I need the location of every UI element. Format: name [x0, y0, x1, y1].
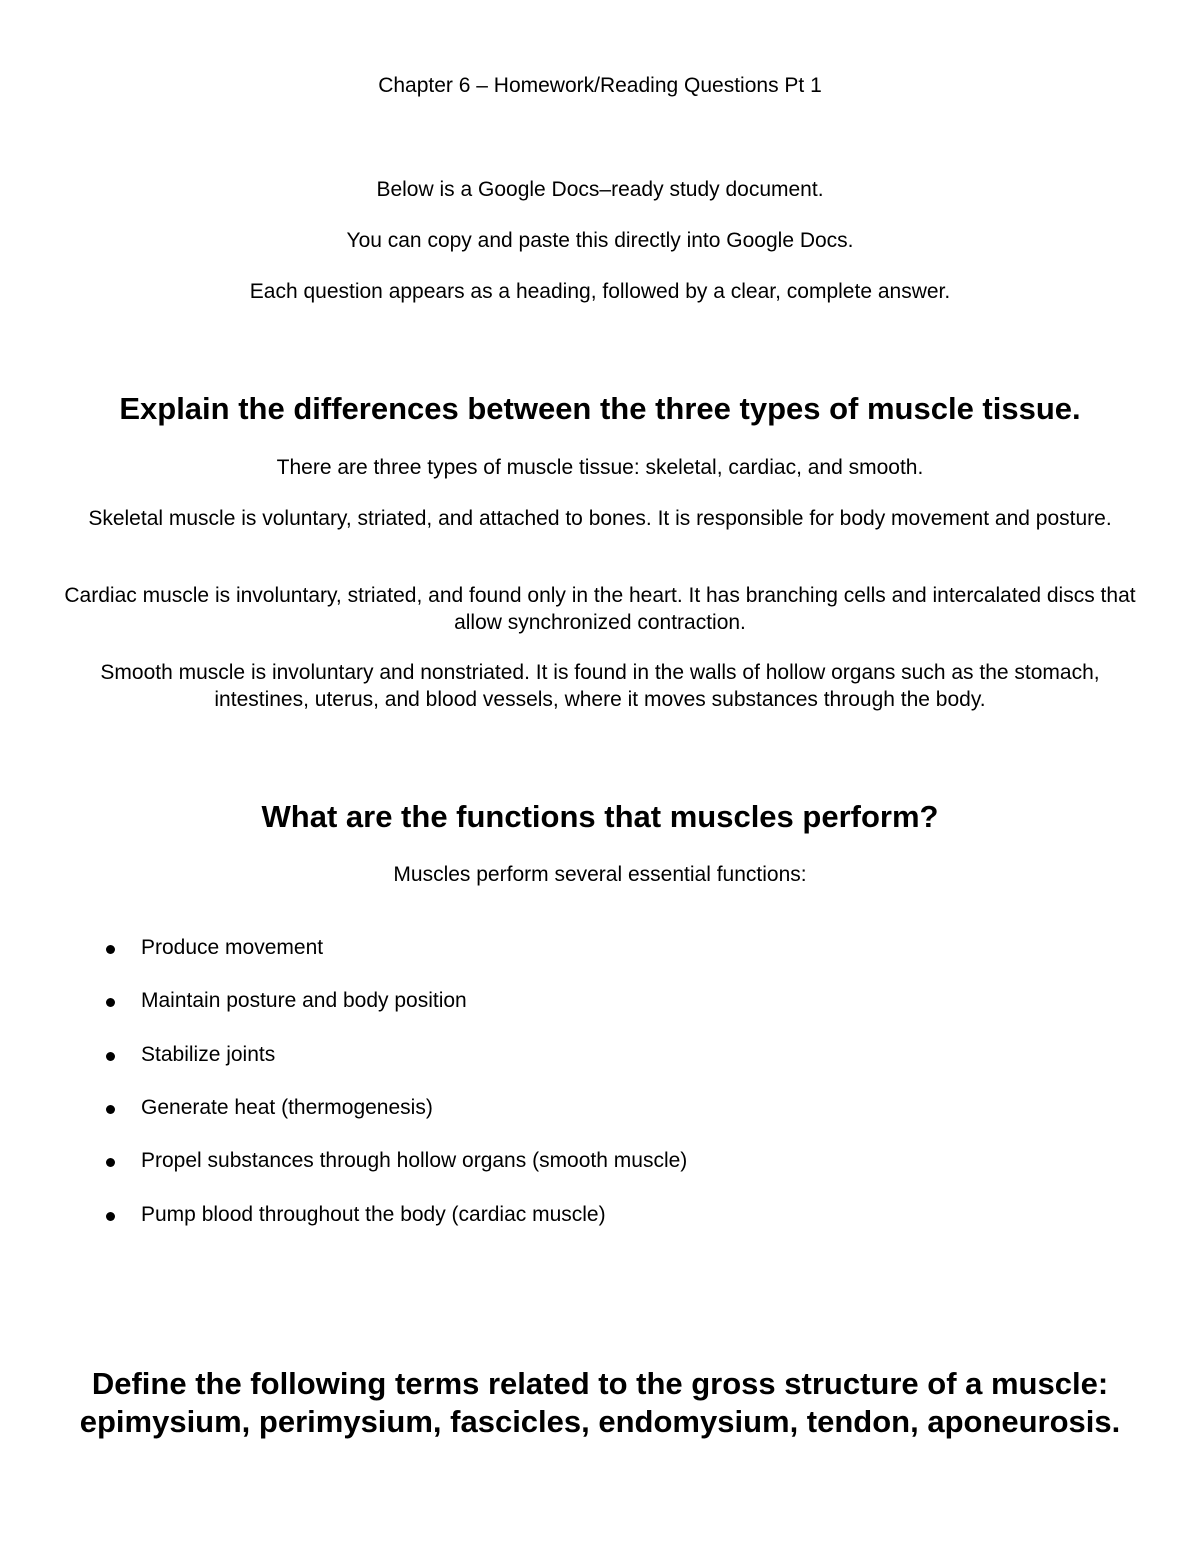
list-item [106, 1201, 1006, 1229]
bullet-icon [106, 1052, 115, 1061]
bullet-icon [106, 945, 115, 954]
list-item-text: Pump blood throughout the body (cardiac muscle) [141, 1203, 606, 1226]
list-item [106, 987, 1006, 1015]
list-item [106, 1041, 1006, 1069]
list-item-text: Stabilize joints [141, 1043, 276, 1066]
document-title: Chapter 6 – Homework/Reading Questions Pt 1 [378, 74, 822, 97]
section-heading: Explain the differences between the three types of muscle tissue. [119, 391, 1081, 426]
intro-line: Below is a Google Docs–ready study document. [376, 178, 824, 201]
bullet-icon [106, 1158, 115, 1167]
list-item-text: Propel substances through hollow organs (smooth muscle) [141, 1149, 688, 1172]
section-heading: Define the following terms related to the gross structure of a muscle: epimysium, perimysium, fascicles, endomysium, tendon, aponeurosis. [79, 1366, 1121, 1439]
bullet-icon [106, 998, 115, 1007]
section-heading: What are the functions that muscles perform? [261, 799, 939, 834]
answer-paragraph: Cardiac muscle is involuntary, striated, and found only in the heart. It has branching cells and intercalated discs that allow synchronized contraction. [64, 584, 1136, 634]
list-item-text: Produce movement [141, 936, 324, 959]
bullet-icon [106, 1212, 115, 1221]
answer-paragraph: There are three types of muscle tissue: skeletal, cardiac, and smooth. [276, 456, 924, 479]
bullet-icon [106, 1105, 115, 1114]
answer-paragraph: Muscles perform several essential functions: [393, 863, 807, 886]
list-item [106, 1094, 1006, 1122]
list-item-text: Generate heat (thermogenesis) [141, 1096, 433, 1119]
list-item [106, 934, 1006, 962]
list-item-text: Maintain posture and body position [141, 989, 467, 1012]
intro-line: Each question appears as a heading, followed by a clear, complete answer. [249, 280, 951, 303]
answer-paragraph: Smooth muscle is involuntary and nonstriated. It is found in the walls of hollow organs such as the stomach, intestines, uterus, and blood vessels, where it moves substances through the body. [100, 661, 1100, 711]
answer-paragraph: Skeletal muscle is voluntary, striated, and attached to bones. It is responsible for body movement and posture. [88, 507, 1112, 530]
list-item [106, 1147, 1006, 1175]
intro-line: You can copy and paste this directly into Google Docs. [346, 229, 854, 252]
